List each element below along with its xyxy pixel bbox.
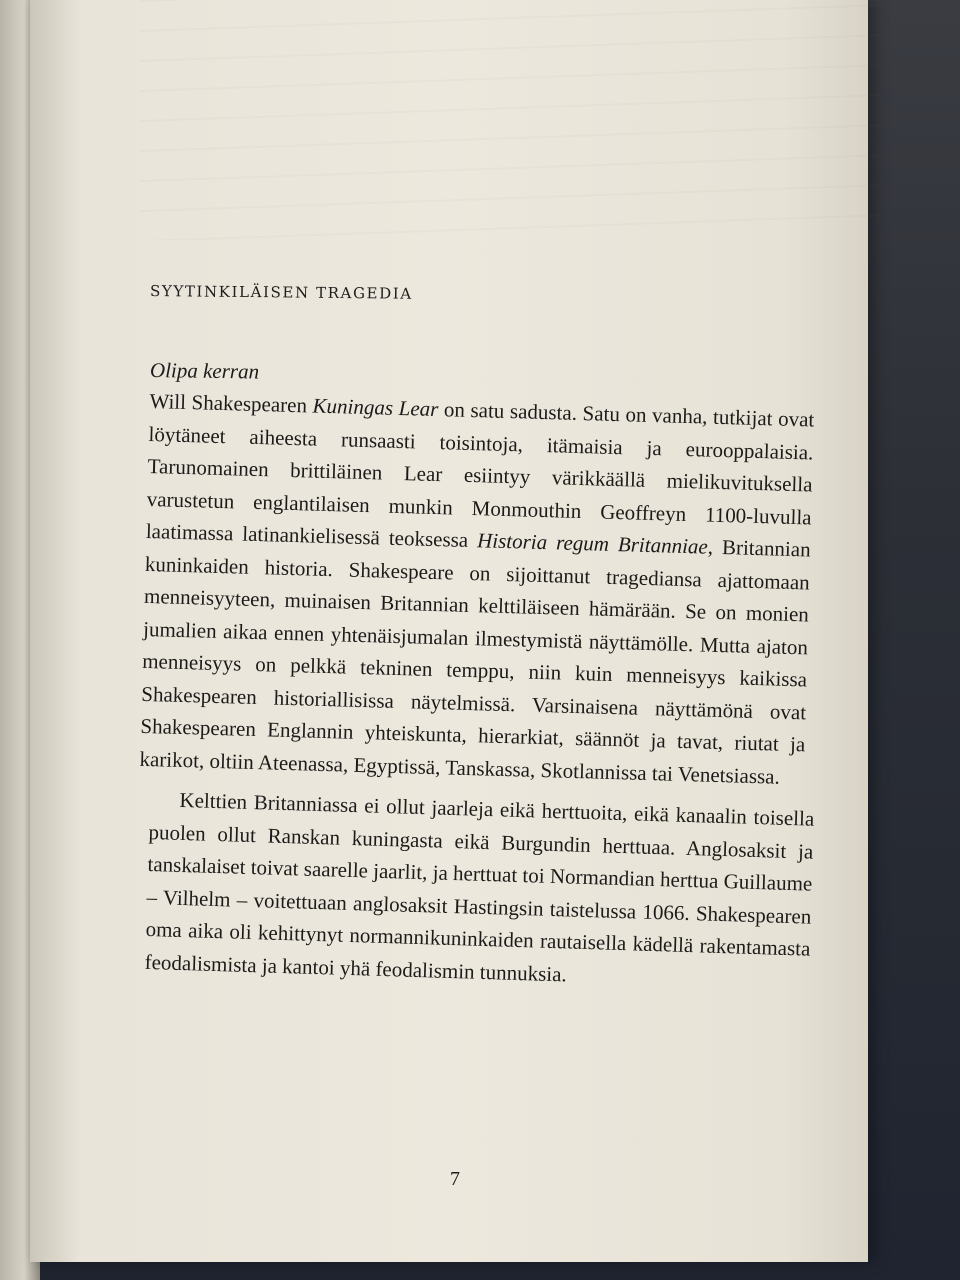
paragraph-1-text-a: Will Shakespearen [149, 388, 313, 418]
paragraph-2: Kelttien Britanniassa ei ollut jaarleja eikä herttuoita, eikä kanaalin toisella puolen ollut Ranskan kuningasta eikä Burgundin herttuaa. Anglosaksit ja tanskalaiset toivat saarelle jaarlit, ja herttuat toi Normandian herttua Guillaume – Vilhelm – voitettuaan anglosaksit Hastingsin taistelussa 1066. Shakespearen oma aika oli kehittynyt normannikuninkaiden rautaisella kädellä rakentamasta feodalismista ja kantoi yhä feodalismin tunnuksia. [144, 787, 815, 986]
paragraph-1-text-b: on satu sadusta. Satu on vanha, tutkijat ovat löytäneet aiheesta runsaasti toisintoja, itämaisia ja eurooppalaisia. Tarunomainen brittiläinen Lear esiintyy värikkäällä mielikuvituksella varustetun englantilaisen munkin Monmouthin Geoffreyn 1100-luvulla laatimassa latinankielisessä teoksessa [145, 397, 815, 553]
show-through-text [140, 0, 880, 240]
text-block [139, 282, 815, 986]
work-title-kuningas-lear: Kuningas Lear [312, 393, 439, 422]
running-head: SYYTINKILÄISEN TRAGEDIA [149, 282, 413, 303]
paragraph-1 [139, 385, 815, 793]
book-page [30, 0, 868, 1262]
page-number: 7 [450, 1168, 460, 1190]
work-title-historia-regum: Historia regum Britanniae [476, 528, 709, 559]
section-heading: Olipa kerran [149, 358, 260, 384]
paragraph-1-text-c: , Britannian kuninkaiden historia. Shakespeare on sijoittanut tragediansa ajattomaan menneisyyteen, muinaisen Britannian kelttiläiseen hämärään. Se on monien jumalien aikaa ennen yhtenäisjumalan ilmestymistä näyttämölle. Mutta ajaton menneisyys on pelkkä tekninen temppu, niin kuin menneisyys kaikissa Shakespearen historiallisissa näytelmissä. Varsinaisena näyttämönä ovat Shakespearen Englannin yhteiskunta, hierarkiat, säännöt ja tavat, riutat ja karikot, oltiin Ateenassa, Egyptissä, Tanskassa, Skotlannissa tai Venetsiassa. [139, 534, 811, 789]
